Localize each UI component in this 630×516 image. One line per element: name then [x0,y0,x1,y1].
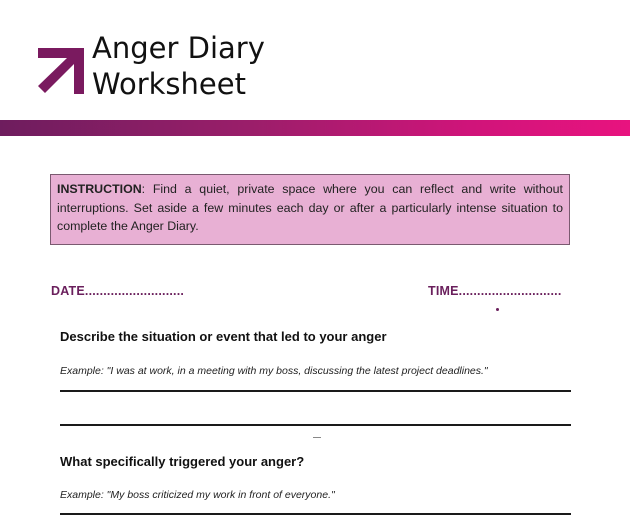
header-gradient-bar [0,120,630,136]
time-field[interactable]: TIME............................ [428,284,562,298]
question-1-example: Example: "I was at work, in a meeting with my boss, discussing the latest project deadlines." [60,365,488,377]
divider-mark [313,437,321,438]
question-1-prompt: Describe the situation or event that led to your anger [60,329,387,344]
question-1-answer-line-1[interactable] [60,390,571,392]
page-title [92,30,265,102]
question-2-answer-line-1[interactable] [60,513,571,515]
question-2-example: Example: "My boss criticized my work in front of everyone." [60,489,335,501]
question-2-prompt: What specifically triggered your anger? [60,454,305,469]
stray-dot [496,308,499,311]
instruction-text: : Find a quiet, private space where you can reflect and write without interruptions. Set aside a few minutes each day or after a particularly intense situation to complete the Anger Diary. [57,182,563,233]
arrow-up-right-icon [36,46,86,96]
instruction-label: INSTRUCTION [57,182,142,196]
title-line-2: Worksheet [92,67,246,101]
instruction-box [50,174,570,245]
question-1-answer-line-2[interactable] [60,424,571,426]
title-line-1: Anger Diary [92,31,265,65]
date-field[interactable]: DATE........................... [51,284,185,298]
